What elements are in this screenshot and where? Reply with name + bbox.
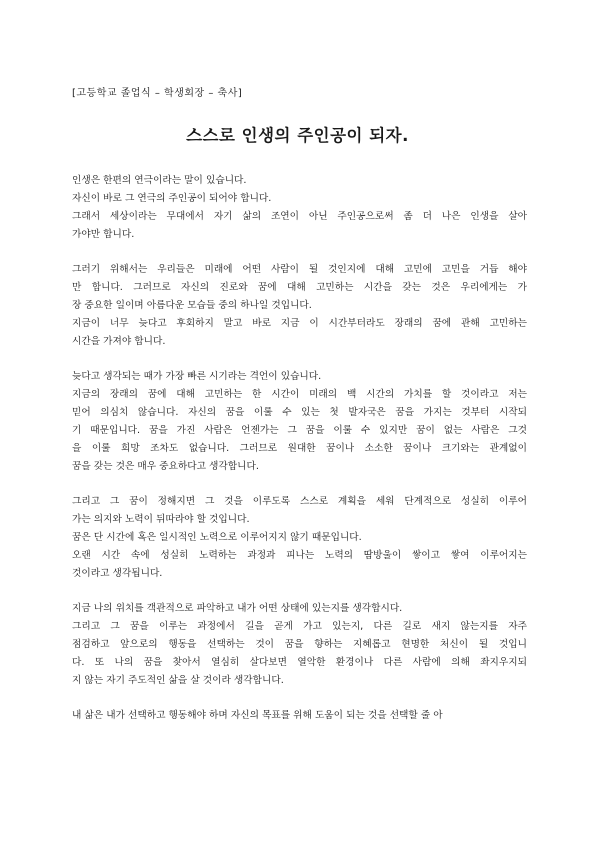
body-line: 그러기 위해서는 우리들은 미래에 어떤 사람이 될 것인지에 대해 고민에 고민을 거듭 해야 xyxy=(72,264,527,275)
body-line: 그래서 세상이라는 무대에서 자기 삶의 조연이 아닌 주인공으로써 좀 더 나은 인생을 살아 xyxy=(72,211,527,222)
body-paragraph xyxy=(72,172,527,244)
body-line: 인생은 한편의 연극이라는 말이 있습니다. xyxy=(72,175,247,186)
body-line: 지금이 너무 늦다고 후회하지 말고 바로 지금 이 시간부터라도 장래의 꿈에 관해 고민하는 xyxy=(72,318,527,329)
document-title: 스스로 인생의 주인공이 되자. xyxy=(186,126,409,145)
body-line: 장 중요한 일이며 아름다운 모습들 중의 하나일 것입니다. xyxy=(72,300,312,311)
body-line: 시간을 가져야 합니다. xyxy=(72,336,166,347)
body-paragraph xyxy=(72,368,527,476)
body-line: 점검하고 앞으로의 행동을 선택하는 것이 꿈을 향하는 지혜롭고 현명한 처신이 될 것입니 xyxy=(72,639,527,650)
body-line: 그리고 그 꿈을 이루는 과정에서 길을 곧게 가고 있는지, 다른 길로 새지 않는지를 자주 xyxy=(72,621,527,632)
body-line: 가는 의지와 노력이 뒤따라야 할 것입니다. xyxy=(72,514,250,525)
body-line: 가야만 합니다. xyxy=(72,229,135,240)
body-line: 믿어 의심치 않습니다. 자신의 꿈을 이룰 수 있는 첫 발자국은 꿈을 가지는 것부터 시작되 xyxy=(72,407,527,418)
body-line: 꿈은 단 시간에 혹은 일시적인 노력으로 이루어지지 않기 때문입니다. xyxy=(72,532,362,543)
body-line: 지 않는 자기 주도적인 삶을 살 것이라 생각합니다. xyxy=(72,675,284,686)
body-line: 것이라고 생각됩니다. xyxy=(72,568,163,579)
body-line: 기 때문입니다. 꿈을 가진 사람은 언젠가는 그 꿈을 이룰 수 있지만 꿈이 없는 사람은 그것 xyxy=(72,425,527,436)
body-paragraph xyxy=(72,261,527,351)
body-paragraph xyxy=(72,600,527,690)
body-line: 지금 나의 위치를 객관적으로 파악하고 내가 어떤 상태에 있는지를 생각합시다. xyxy=(72,603,403,614)
body-line: 다. 또 나의 꿈을 찾아서 열심히 살다보면 열악한 환경이나 다른 사람에 의해 좌지우지되 xyxy=(72,657,527,668)
body-paragraph xyxy=(72,493,527,583)
body-paragraph xyxy=(72,707,527,725)
document-header-tag: [고등학교 졸업식 – 학생회장 – 축사] xyxy=(72,88,243,99)
body-line: 자신이 바로 그 연극의 주인공이 되어야 합니다. xyxy=(72,193,272,204)
body-line: 지금의 장래의 꿈에 대해 고민하는 한 시간이 미래의 백 시간의 가치를 할 것이라고 저는 xyxy=(72,389,527,400)
document-body xyxy=(72,172,527,742)
body-line: 내 삶은 내가 선택하고 행동해야 하며 자신의 목표를 위해 도움이 되는 것을 선택할 줄 아 xyxy=(72,710,443,721)
body-line: 오랜 시간 속에 성실히 노력하는 과정과 피나는 노력의 땀방울이 쌓이고 쌓여 이루어지는 xyxy=(72,550,527,561)
body-line: 을 이룰 희망 조차도 없습니다. 그러므로 원대한 꿈이나 소소한 꿈이나 크기와는 관계없이 xyxy=(72,443,527,454)
body-line: 만 합니다. 그러므로 자신의 진로와 꿈에 대해 고민하는 시간을 갖는 것은 우리에게는 가 xyxy=(72,282,527,293)
body-line: 그리고 그 꿈이 정해지면 그 것을 이루도록 스스로 계획을 세워 단계적으로 성실히 이루어 xyxy=(72,496,527,507)
body-line: 꿈을 갖는 것은 매우 중요하다고 생각합니다. xyxy=(72,461,259,472)
body-line: 늦다고 생각되는 때가 가장 빠른 시기라는 격언이 있습니다. xyxy=(72,371,322,382)
